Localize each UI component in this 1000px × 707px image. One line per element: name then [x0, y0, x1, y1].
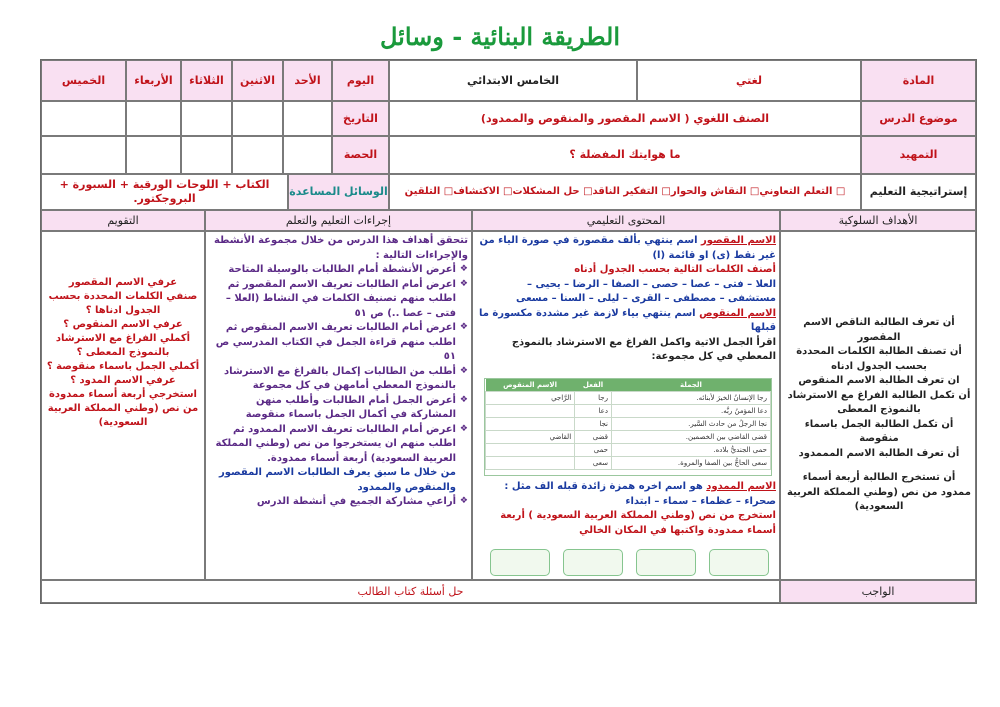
objective-item: أن تعرف الطالبة الناقص الاسم المقصور — [803, 317, 955, 343]
objective-item: أن تكمل الطالبة الفراغ مع الاسترشاد بالنموذج المعطى — [787, 389, 971, 415]
procedures-summary: من خلال ما سبق يعرف الطالبات الاسم المقصور والمنقوص والممدود — [219, 467, 456, 493]
maqsur-definition: اسم ينتهي بألف مقصورة في صورة الياء من غير نقط (ى) او قائمة (ا) — [479, 235, 776, 261]
strategy-label: إستراتيجية التعليم — [861, 174, 976, 210]
day-wednesday: الأربعاء — [126, 60, 181, 101]
objective-item: أن تصنف الطالبة الكلمات المحددة بحسب الجدول ادناه — [796, 346, 962, 372]
procedure-step: ❖ أعرض الأنشطة أمام الطالبات بالوسيلة المتاحة — [210, 263, 468, 278]
subject-value: لغتي — [637, 60, 861, 101]
answer-box[interactable] — [563, 549, 623, 576]
period-cell — [41, 136, 126, 174]
exercise-cell: رجا — [575, 391, 612, 404]
evaluation-item: أكملي الفراغ مع الاسترشاد بالنموذج المعطى ؟ — [55, 333, 191, 358]
evaluation-item: عرفي الاسم المقصور — [68, 277, 178, 288]
objective-item: ان تعرف الطالبة الاسم المنقوص — [798, 375, 960, 386]
period-cell — [232, 136, 283, 174]
exercise-cell: قضى — [575, 430, 612, 443]
exercise-cell: القاضي — [486, 430, 575, 443]
aids-value: الكتاب + اللوحات الورقية + السبورة + البروجكتور. — [41, 174, 288, 210]
words-list: العلا – فتى – عصا – حصى – الصفا – الرضا – يحيى – مستشفى – مصطفى – القرى – ليلى – السنا – مسعى — [516, 278, 776, 304]
manqus-term: الاسم المنقوص — [699, 307, 776, 319]
period-label: الحصة — [332, 136, 389, 174]
mamdud-term: الاسم الممدود — [706, 481, 776, 492]
evaluation-item: عرفي الاسم المدود ؟ — [70, 375, 176, 386]
exercise-cell — [486, 443, 575, 456]
evaluation-header: التقويم — [41, 210, 205, 231]
exercise-cell: رجا الإنسانُ الخيرَ لأبنائه. — [611, 391, 770, 404]
exercise-cell: سعى — [575, 456, 612, 469]
exercise-cell — [486, 417, 575, 430]
procedure-step: ❖ اعرض أمام الطالبات تعريف الاسم الممدود ثم اطلب منهم ان يستخرجوا من نص (وطني المملكة العربية السعودية) أربعة أسماء ممدودة. — [210, 423, 468, 467]
strategies-value: □ التعلم التعاوني□ النقاش والحوار□ التفكير الناقد□ حل المشكلات□ الاكتشاف□ التلقين — [389, 174, 861, 210]
subject-label: المادة — [861, 60, 976, 101]
exercise-cell — [486, 404, 575, 417]
exercise-cell: قضى القاضي بين الخصمين. — [611, 430, 770, 443]
date-cell — [41, 101, 126, 136]
procedures-intro: تتحقق أهداف هذا الدرس من خلال مجموعة الأنشطة والإجراءات التالية : — [213, 235, 468, 261]
evaluation-item: صنفي الكلمات المحددة بحسب الجدول ادناها ؟ — [48, 291, 198, 316]
exercise-cell: دعا — [575, 404, 612, 417]
content-top — [478, 234, 776, 380]
exercise-cell: دعا المؤمنُ ربَّه. — [611, 404, 770, 417]
exercise-cell: حمى الجنديُّ بلاده. — [611, 443, 770, 456]
homework-label: الواجب — [780, 580, 976, 603]
classify-title: أصنف الكلمات التالية بحسب الجدول أدناه — [574, 264, 776, 275]
aids-label: الوسائل المساعدة — [288, 174, 389, 210]
answer-box[interactable] — [490, 549, 550, 576]
exercise-header: الجملة — [611, 379, 770, 391]
day-label: اليوم — [332, 60, 389, 101]
evaluation-item: عرفي الاسم المنقوص ؟ — [63, 319, 183, 330]
exercise-header: الاسم المنقوص — [486, 379, 575, 391]
evaluation-list — [46, 276, 200, 476]
grade-value: الخامس الابتدائي — [389, 60, 637, 101]
procedure-step: ❖ اعرض أمام الطالبات تعريف الاسم المقصور ثم اطلب منهم تصنيف الكلمات في النشاط (العلا – فتى – عصا ..) ص ٥١ — [210, 278, 468, 322]
extract-instruction: استخرج من نص (وطني المملكة العربية السعودية ) أربعة أسماء ممدودة واكتبها في المكان الخالي — [500, 510, 776, 536]
exercise-header: الفعل — [575, 379, 612, 391]
content-header: المحتوى التعليمي — [472, 210, 780, 231]
exercise-cell: نجا — [575, 417, 612, 430]
date-cell — [126, 101, 181, 136]
day-sunday: الأحد — [283, 60, 332, 101]
date-label: التاريخ — [332, 101, 389, 136]
fill-title: اقرأ الجمل الاتية واكمل الفراغ مع الاسترشاد بالنموذج المعطي في كل مجموعة: — [511, 336, 776, 362]
homework-value: حل أسئلة كتاب الطالب — [41, 580, 780, 603]
period-cell — [126, 136, 181, 174]
mamdud-examples: صحراء – عظماء – سماء – ابتداء — [625, 495, 776, 507]
date-cell — [232, 101, 283, 136]
procedure-step: ❖ أراعي مشاركة الجميع في أنشطة الدرس — [210, 495, 468, 510]
evaluation-item: استخرجي أربعة أسماء ممدودة من نص (وطني المملكة العربية السعودية) — [47, 389, 199, 428]
answer-box[interactable] — [709, 549, 769, 576]
intro-value: ما هوايتك المفضلة ؟ — [389, 136, 861, 174]
day-tuesday: الثلاثاء — [181, 60, 232, 101]
procedures-list — [210, 234, 468, 576]
objectives-list — [786, 316, 972, 512]
exercise-cell: حمى — [575, 443, 612, 456]
manqus-definition: اسم ينتهي بياء لازمة غير مشددة مكسورة ما قبلها — [478, 307, 776, 333]
day-thursday: الخميس — [41, 60, 126, 101]
objective-item: أن تعرف الطالبة الاسم المممدود — [798, 447, 960, 459]
period-cell — [181, 136, 232, 174]
page-title: الطريقة البنائية - وسائل — [379, 22, 621, 51]
lesson-topic-value: الصنف اللغوي ( الاسم المقصور والمنقوص والممدود) — [389, 101, 861, 136]
answer-box[interactable] — [636, 549, 696, 576]
procedure-step: ❖ اعرض أمام الطالبات تعريف الاسم المنقوص ثم اطلب منهم قراءة الجمل في الكتاب المدرسي ص ٥١ — [210, 321, 468, 365]
exercise-cell: نجا الرجلُ من حادث السَّير. — [611, 417, 770, 430]
objectives-header: الأهداف السلوكية — [780, 210, 976, 231]
objective-item: أن تكمل الطالبة الجمل باسماء منقوصة — [804, 418, 954, 444]
procedures-header: إجراءات التعليم والتعلم — [205, 210, 472, 231]
date-cell — [283, 101, 332, 136]
objective-item: أن تستخرج الطالبة أربعة أسماء ممدود من نص (وطني المملكة العربية السعودية) — [787, 472, 971, 512]
intro-label: التمهيد — [861, 136, 976, 174]
exercise-cell: الرَّاجي — [486, 391, 575, 404]
procedure-step: ❖ أطلب من الطالبات إكمال بالفراغ مع الاسترشاد بالنموذج المعطي أمامهن في كل مجموعة — [210, 365, 468, 394]
maqsur-term: الاسم المقصور — [701, 235, 776, 246]
date-cell — [181, 101, 232, 136]
exercise-cell: سعى الحاجُّ بين الصفا والمروة. — [611, 456, 770, 469]
day-monday: الاثنين — [232, 60, 283, 101]
content-bottom — [478, 480, 776, 546]
procedure-step: ❖ أعرض الجمل أمام الطالبات وأطلب منهن المشاركة في أكمال الجمل باسماء منقوصة — [210, 394, 468, 423]
exercise-table — [484, 378, 772, 476]
period-cell — [283, 136, 332, 174]
lesson-topic-label: موضوع الدرس — [861, 101, 976, 136]
exercise-cell — [486, 456, 575, 469]
mamdud-definition: هو اسم اخره همزة زائدة قبله الف مثل : — [504, 481, 707, 492]
evaluation-item: أكملي الجمل باسماء منقوصة ؟ — [46, 361, 200, 372]
